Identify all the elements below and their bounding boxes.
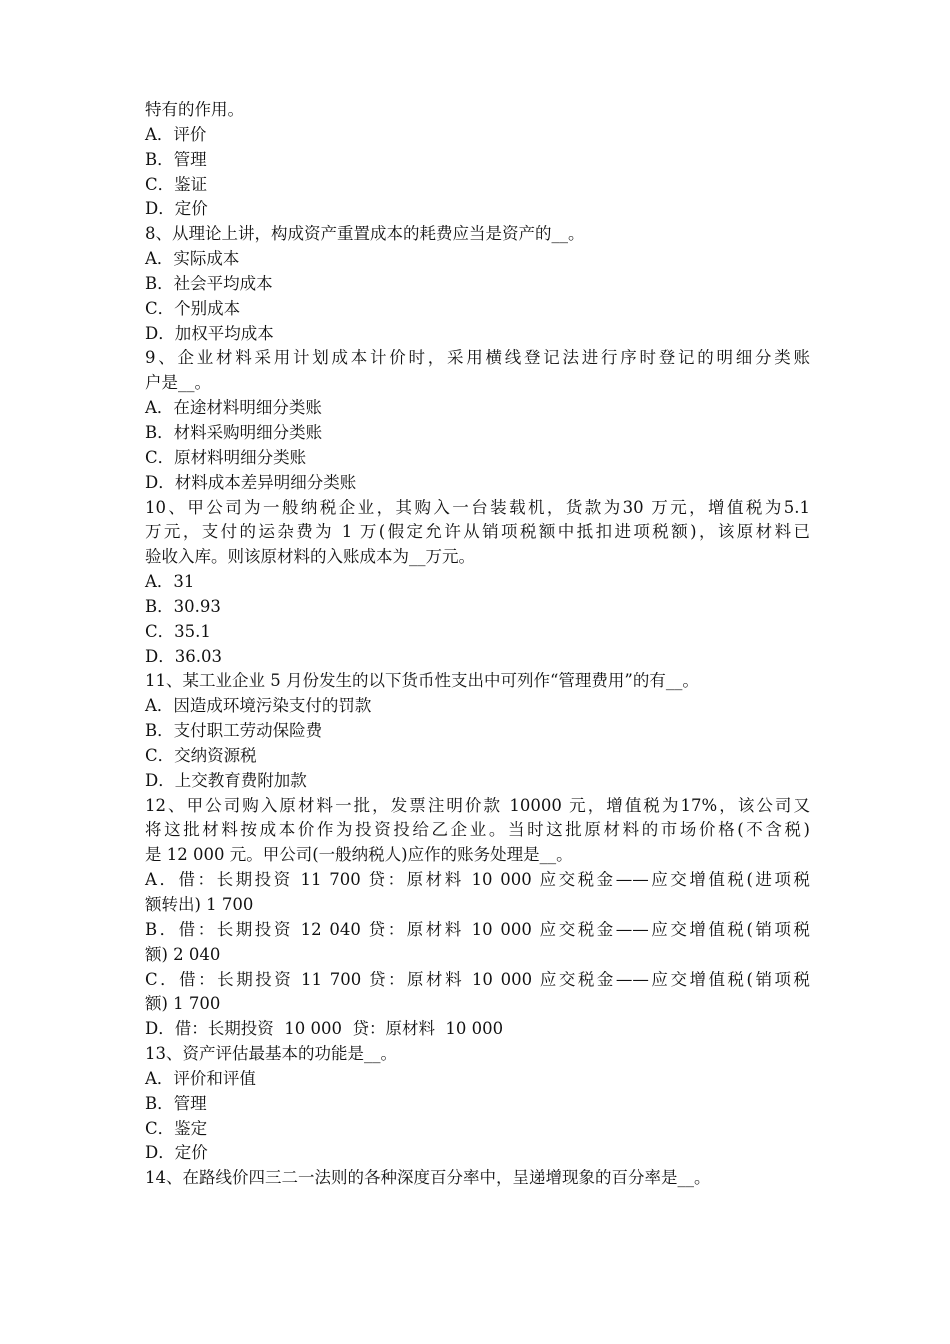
- option-line: B．管理: [145, 1093, 207, 1113]
- option-line-cont: 额转出) 1 700: [145, 895, 254, 914]
- question-9-cont: 户是__。: [145, 373, 211, 393]
- option-line: C．鉴证: [145, 174, 208, 194]
- option-line: B．材料采购明细分类账: [145, 422, 323, 442]
- question-9: 9、企业材料采用计划成本计价时，采用横线登记法进行序时登记的明细分类账: [145, 348, 810, 368]
- option-line-cont: 额) 2 040: [145, 944, 221, 964]
- option-line: A．评价和评值: [145, 1068, 256, 1088]
- text-line: 特有的作用。: [145, 100, 244, 119]
- option-line: C．鉴定: [145, 1118, 208, 1138]
- option-line: A．借：长期投资 11 700 贷：原材料 10 000 应交税金——应交增值税(进项税: [145, 870, 810, 890]
- question-11: 11、某工业企业 5 月份发生的以下货币性支出中可列作“管理费用”的有__。: [145, 671, 699, 691]
- question-14: 14、在路线价四三二一法则的各种深度百分率中，呈递增现象的百分率是__。: [145, 1168, 711, 1188]
- option-line: D．上交教育费附加款: [145, 770, 307, 790]
- option-line: C．交纳资源税: [145, 745, 257, 765]
- option-line: A．31: [145, 572, 195, 592]
- option-line: D．材料成本差异明细分类账: [145, 472, 357, 492]
- question-12-cont: 将这批材料按成本价作为投资投给乙企业。当时这批原材料的市场价格(不含税): [145, 820, 810, 840]
- option-line: D．36.03: [145, 646, 222, 666]
- question-10-cont: 验收入库。则该原材料的入账成本为__万元。: [145, 547, 475, 567]
- option-line: B．30.93: [145, 596, 221, 616]
- option-line: B．借：长期投资 12 040 贷：原材料 10 000 应交税金——应交增值税(销项税: [145, 919, 810, 939]
- question-10: 10、甲公司为一般纳税企业，其购入一台装载机，货款为30 万元，增值税为5.1: [145, 497, 810, 517]
- option-line: C．原材料明细分类账: [145, 447, 307, 467]
- option-line: B．支付职工劳动保险费: [145, 721, 323, 741]
- option-line: D．定价: [145, 1143, 208, 1163]
- question-12: 12、甲公司购入原材料一批，发票注明价款 10000 元，增值税为17%，该公司又: [145, 795, 810, 815]
- option-line: B．社会平均成本: [145, 273, 273, 293]
- option-line: C．35.1: [145, 621, 211, 641]
- option-line: D．定价: [145, 199, 208, 219]
- option-line: A．在途材料明细分类账: [145, 398, 322, 418]
- option-line: C．借：长期投资 11 700 贷：原材料 10 000 应交税金——应交增值税(销项税: [145, 969, 810, 989]
- option-line-cont: 额) 1 700: [145, 994, 221, 1014]
- option-line: D．加权平均成本: [145, 323, 274, 343]
- option-line: B．管理: [145, 149, 207, 169]
- question-8: 8、从理论上讲，构成资产重置成本的耗费应当是资产的__。: [145, 224, 585, 244]
- question-13: 13、资产评估最基本的功能是__。: [145, 1044, 397, 1064]
- document-text: [145, 98, 810, 1191]
- option-line: A．实际成本: [145, 249, 240, 269]
- option-line: C．个别成本: [145, 298, 241, 318]
- option-line: A．评价: [145, 124, 207, 144]
- question-12-cont: 是 12 000 元。甲公司(一般纳税人)应作的账务处理是__。: [145, 845, 573, 865]
- option-line: A．因造成环境污染支付的罚款: [145, 696, 372, 716]
- option-line: D．借：长期投资 10 000 贷：原材料 10 000: [145, 1019, 504, 1039]
- question-10-cont: 万元，支付的运杂费为 1 万(假定允许从销项税额中抵扣进项税额)，该原材料已: [145, 522, 810, 542]
